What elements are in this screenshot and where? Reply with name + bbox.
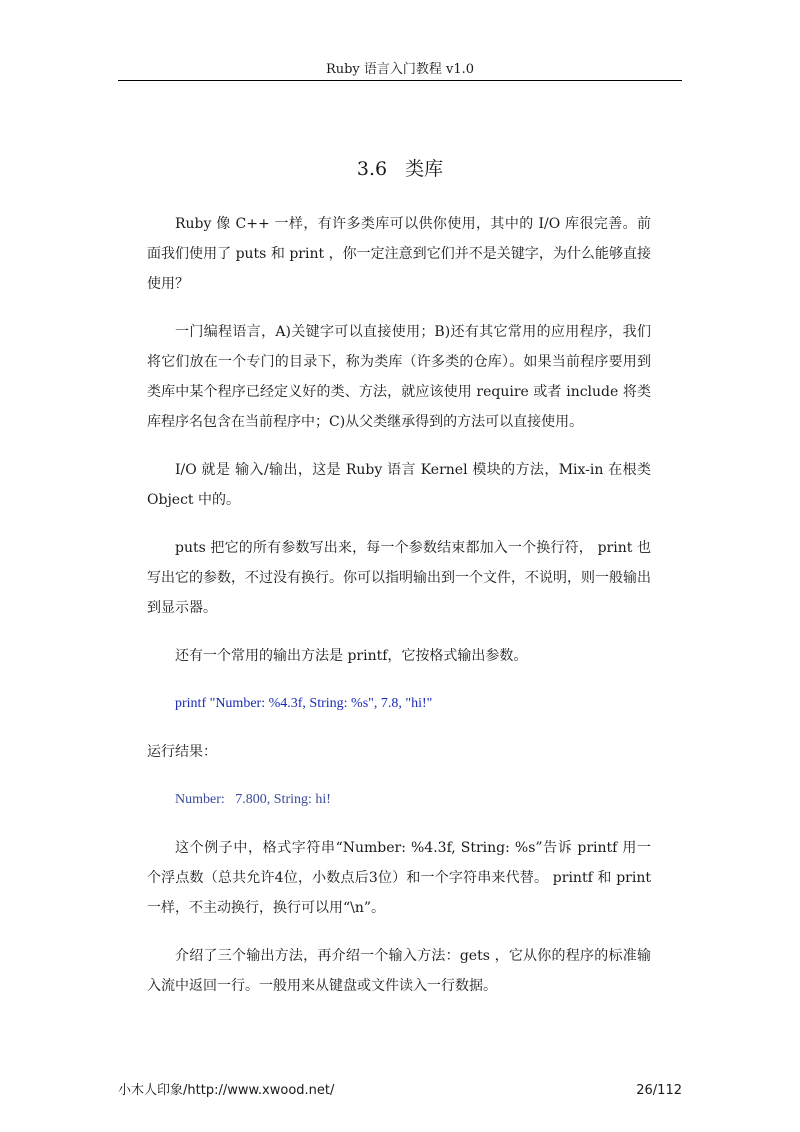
paragraph: 一门编程语言，A)关键字可以直接使用；B)还有其它常用的应用程序，我们将它们放在一个专门的目录下，称为类库（许多类的仓库）。如果当前程序要用到类库中某个程序已经定义好的类、方法，就应该使用 require 或者 include 将类库程序名包含在当前程序中；C)从父类继承得到的方法可以直接使用。: [147, 324, 651, 430]
page-number: 26/112: [636, 1083, 682, 1098]
paragraph: 介绍了三个输出方法，再介绍一个输入方法：gets ，它从你的程序的标准输入流中返回一行。一般用来从键盘或文件读入一行数据。: [147, 948, 651, 994]
result-label: 运行结果：: [147, 744, 217, 760]
paragraph: puts 把它的所有参数写出来，每一个参数结束都加入一个换行符， print 也写出它的参数，不过没有换行。你可以指明输出到一个文件，不说明，则一般输出到显示器。: [147, 540, 651, 616]
header-rule: [118, 80, 682, 81]
body-content: [147, 209, 651, 1019]
paragraph: 还有一个常用的输出方法是 printf，它按格式输出参数。: [175, 648, 528, 664]
section-title-text: 类库: [405, 158, 444, 180]
page-header: Ruby 语言入门教程 v1.0: [325, 62, 475, 77]
code-example: printf "Number: %4.3f, String: %s", 7.8, "hi!": [175, 696, 433, 711]
paragraph: 这个例子中，格式字符串“Number: %4.3f, String: %s”告诉 printf 用一个浮点数（总共允许4位，小数点后3位）和一个字符串来代替。 printf 和 print 一样，不主动换行，换行可以用“\n”。: [147, 840, 651, 916]
program-output: Number: 7.800, String: hi!: [175, 792, 331, 807]
section-title: [118, 156, 682, 182]
paragraph: I/O 就是 输入/输出，这是 Ruby 语言 Kernel 模块的方法，Mix-in 在根类 Object 中的。: [147, 462, 651, 508]
footer-source-link[interactable]: 小木人印象/http://www.xwood.net/: [118, 1083, 335, 1098]
section-number: 3.6: [356, 158, 388, 180]
paragraph: Ruby 像 C++ 一样，有许多类库可以供你使用，其中的 I/O 库很完善。前面我们使用了 puts 和 print ，你一定注意到它们并不是关键字，为什么能够直接使用？: [147, 216, 651, 292]
